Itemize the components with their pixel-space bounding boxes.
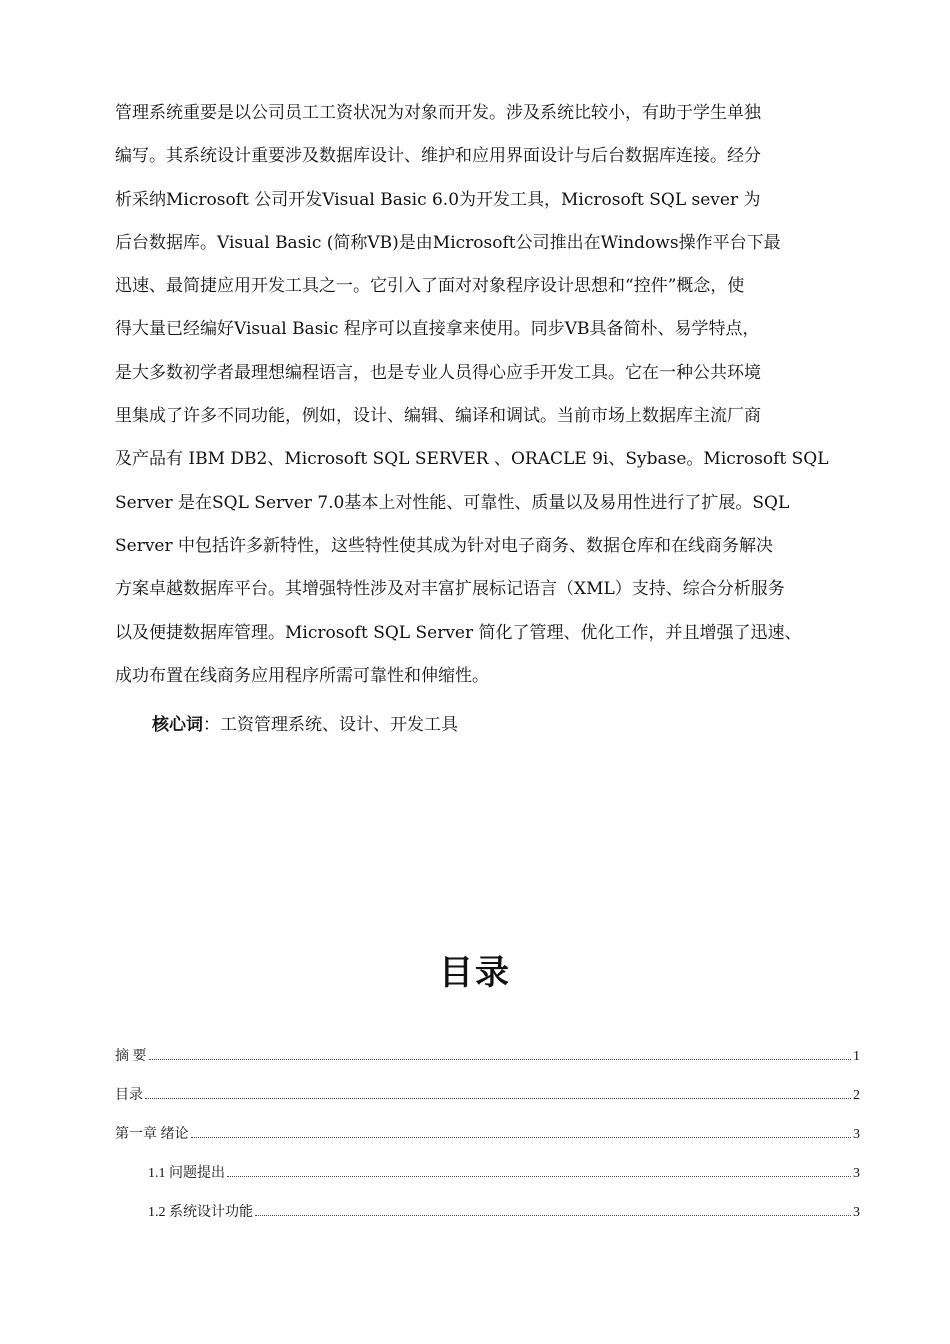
toc-leader-dots: [145, 1098, 851, 1099]
toc-leader-dots: [149, 1059, 852, 1060]
table-of-contents: [115, 1045, 860, 1240]
abstract-line: 得大量已经编好Visual Basic 程序可以直接拿来使用。同步VB具备简朴、易学特点，: [115, 319, 760, 340]
keywords-label: 核心词: [152, 715, 203, 735]
toc-entry[interactable]: [115, 1162, 860, 1201]
toc-entry[interactable]: [115, 1045, 860, 1084]
toc-entry-label: 1.2 系统设计功能: [148, 1205, 253, 1220]
abstract-line: 方案卓越数据库平台。其增强特性涉及对丰富扩展标记语言（XML）支持、综合分析服务: [115, 579, 785, 600]
abstract-line: 析采纳Microsoft 公司开发Visual Basic 6.0为开发工具，Microsoft SQL sever 为: [115, 189, 761, 210]
abstract-line: 后台数据库。Visual Basic (简称VB)是由Microsoft公司推出在Windows操作平台下最: [115, 232, 781, 253]
toc-entry-page: 3: [853, 1127, 860, 1142]
abstract-line: 编写。其系统设计重要涉及数据库设计、维护和应用界面设计与后台数据库连接。经分: [115, 146, 761, 167]
toc-leader-dots: [227, 1176, 851, 1177]
keywords-colon: ：: [203, 715, 220, 735]
toc-leader-dots: [255, 1215, 851, 1216]
toc-entry-page: 1: [853, 1049, 860, 1064]
toc-entry[interactable]: [115, 1084, 860, 1123]
abstract-line: Server 中包括许多新特性，这些特性使其成为针对电子商务、数据仓库和在线商务解决: [115, 535, 774, 556]
abstract-body: [115, 92, 860, 698]
abstract-line: 里集成了许多不同功能，例如，设计、编辑、编译和调试。当前市场上数据库主流厂商: [115, 406, 761, 427]
abstract-line: 迅速、最简捷应用开发工具之一。它引入了面对对象程序设计思想和“控件”概念，使: [115, 276, 745, 297]
toc-title: 目录: [439, 953, 511, 993]
toc-entry-page: 3: [853, 1205, 860, 1220]
keywords-text: 工资管理系统、设计、开发工具: [220, 715, 458, 735]
toc-entry-label: 摘 要: [115, 1049, 147, 1064]
toc-entry[interactable]: [115, 1123, 860, 1162]
abstract-line: 及产品有 IBM DB2、Microsoft SQL SERVER 、ORACLE 9i、Sybase。Microsoft SQL: [115, 449, 829, 470]
toc-leader-dots: [191, 1137, 852, 1138]
toc-entry[interactable]: [115, 1201, 860, 1240]
abstract-line: 以及便捷数据库管理。Microsoft SQL Server 简化了管理、优化工作，并且增强了迅速、: [115, 622, 802, 643]
toc-entry-label: 第一章 绪论: [115, 1127, 189, 1142]
toc-entry-page: 3: [853, 1166, 860, 1181]
abstract-line: 管理系统重要是以公司员工工资状况为对象而开发。涉及系统比较小，有助于学生单独: [115, 103, 761, 123]
toc-entry-label: 目录: [115, 1088, 143, 1103]
toc-entry-page: 2: [853, 1088, 860, 1103]
abstract-line: Server 是在SQL Server 7.0基本上对性能、可靠性、质量以及易用性进行了扩展。SQL: [115, 492, 790, 513]
keywords-line: [152, 705, 458, 745]
abstract-line: 是大多数初学者最理想编程语言，也是专业人员得心应手开发工具。它在一种公共环境: [115, 362, 761, 383]
toc-entry-label: 1.1 问题提出: [148, 1166, 225, 1181]
abstract-line: 成功布置在线商务应用程序所需可靠性和伸缩性。: [115, 665, 489, 686]
